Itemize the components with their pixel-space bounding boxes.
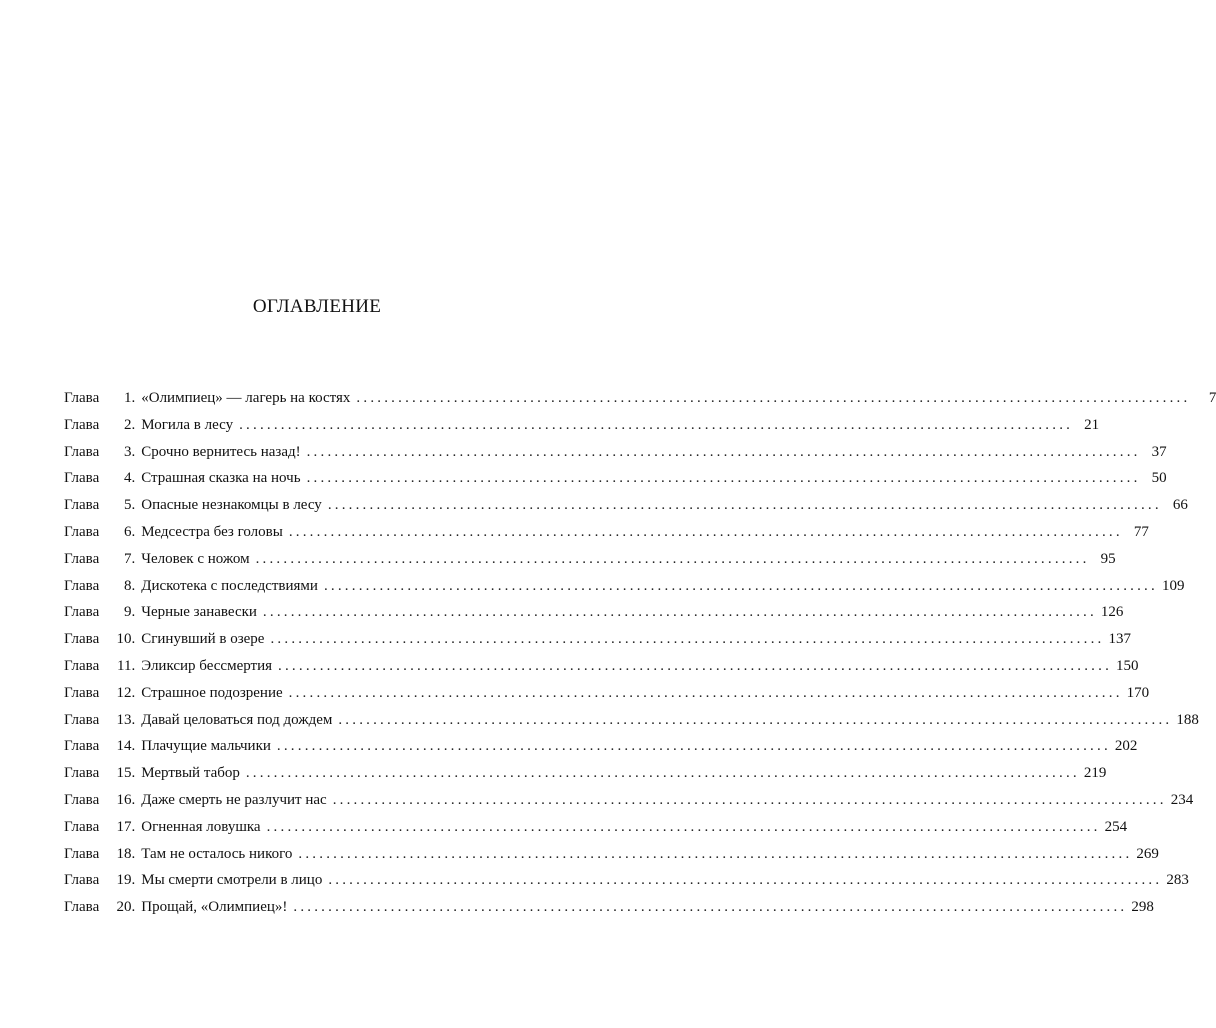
dot-leader: ........................................................................................................................ <box>328 872 1163 889</box>
dot-leader: ........................................................................................................................ <box>293 899 1128 916</box>
chapter-word: Глава <box>64 577 100 594</box>
page-number: 137 <box>1108 631 1131 648</box>
dot-leader: ........................................................................................................................ <box>276 738 1111 755</box>
chapter-word: Глава <box>64 631 100 648</box>
chapter-title: Срочно вернитесь назад! <box>141 443 301 460</box>
dot-leader: ........................................................................................................................ <box>266 818 1101 835</box>
chapter-number: 10. <box>116 631 136 648</box>
page-number: 298 <box>1131 899 1154 916</box>
dot-leader: ........................................................................................................................ <box>298 845 1133 862</box>
page-number: 7 <box>1208 390 1216 406</box>
chapter-number: 18. <box>116 845 136 862</box>
page-number: 21 <box>1084 416 1100 433</box>
chapter-word: Глава <box>64 684 100 701</box>
page-number: 37 <box>1151 443 1167 460</box>
toc-entry <box>64 733 1138 760</box>
chapter-title: Страшное подозрение <box>141 684 283 701</box>
page-number: 95 <box>1100 550 1116 567</box>
chapter-word: Глава <box>64 711 100 728</box>
toc-entry <box>64 519 1149 546</box>
chapter-number: 20. <box>116 899 136 916</box>
dot-leader: ........................................................................................................................ <box>239 416 1074 433</box>
dot-leader: ........................................................................................................................ <box>306 470 1141 487</box>
chapter-title: Человек с ножом <box>141 550 250 567</box>
chapter-title: Медсестра без головы <box>141 523 283 540</box>
chapter-title: Мы смерти смотрели в лицо <box>141 872 323 889</box>
chapter-number: 6. <box>123 523 136 540</box>
toc-entry <box>64 465 1167 492</box>
chapter-word: Глава <box>64 765 100 782</box>
page-number: 126 <box>1100 604 1124 621</box>
chapter-title: Прощай, «Олимпиец»! <box>141 899 288 916</box>
chapter-word: Глава <box>64 657 100 674</box>
chapter-title: Плачущие мальчики <box>141 738 271 755</box>
chapter-number: 19. <box>116 872 136 889</box>
toc-entry <box>64 546 1116 573</box>
chapter-word: Глава <box>64 523 100 540</box>
chapter-number: 14. <box>116 738 136 755</box>
dot-leader: ........................................................................................................................ <box>327 497 1162 514</box>
toc-entry <box>64 492 1188 519</box>
chapter-word: Глава <box>64 872 100 889</box>
toc-entry <box>64 707 1199 734</box>
dot-leader: ........................................................................................................................ <box>332 791 1167 808</box>
chapter-number: 11. <box>117 657 136 674</box>
dot-leader: ........................................................................................................................ <box>262 604 1097 621</box>
chapter-word: Глава <box>64 416 100 433</box>
toc-entry <box>64 841 1159 868</box>
chapter-title: «Олимпиец» — лагерь на костях <box>141 390 351 406</box>
toc-title: ОГЛАВЛЕНИЕ <box>252 296 382 317</box>
dot-leader: ........................................................................................................................ <box>323 577 1158 594</box>
chapter-number: 16. <box>116 791 136 808</box>
chapter-word: Глава <box>64 604 100 621</box>
chapter-word: Глава <box>64 443 100 460</box>
page-number: 269 <box>1136 845 1159 862</box>
dot-leader: ........................................................................................................................ <box>270 631 1105 648</box>
page-number: 66 <box>1172 497 1188 514</box>
page-number: 202 <box>1114 738 1138 755</box>
chapter-title: Даже смерть не разлучит нас <box>141 791 327 808</box>
chapter-title: Могила в лесу <box>141 416 234 433</box>
toc-entry <box>64 626 1131 653</box>
chapter-title: Огненная ловушка <box>141 818 261 835</box>
page-number: 234 <box>1170 791 1194 808</box>
chapter-title: Там не осталось никого <box>141 845 293 862</box>
chapter-word: Глава <box>64 899 100 916</box>
chapter-number: 4. <box>123 470 136 487</box>
chapter-number: 13. <box>116 711 136 728</box>
page-number: 283 <box>1166 872 1189 889</box>
chapter-title: Дискотека с последствиями <box>141 577 318 594</box>
toc-entry <box>64 680 1150 707</box>
chapter-word: Глава <box>64 845 100 862</box>
chapter-number: 7. <box>123 550 136 567</box>
page-number: 170 <box>1126 684 1150 701</box>
page-number: 254 <box>1104 818 1128 835</box>
chapter-word: Глава <box>64 470 100 487</box>
toc-entry <box>64 867 1189 894</box>
chapter-word: Глава <box>64 791 100 808</box>
chapter-number: 2. <box>123 416 136 433</box>
table-of-contents <box>64 385 1216 921</box>
chapter-title: Мертвый табор <box>141 765 240 782</box>
page-number: 109 <box>1161 577 1185 594</box>
chapter-title: Давай целоваться под дождем <box>141 711 333 728</box>
dot-leader: ........................................................................................................................ <box>356 390 1191 406</box>
toc-entry <box>64 599 1124 626</box>
toc-entry <box>64 653 1139 680</box>
chapter-number: 8. <box>123 577 136 594</box>
page-number: 77 <box>1133 523 1149 540</box>
chapter-word: Глава <box>64 497 100 514</box>
toc-entry <box>64 385 1216 412</box>
page-number: 188 <box>1176 711 1199 728</box>
page-number: 150 <box>1116 657 1139 674</box>
chapter-word: Глава <box>64 738 100 755</box>
chapter-title: Страшная сказка на ночь <box>141 470 301 487</box>
chapter-title: Сгинувший в озере <box>141 631 265 648</box>
chapter-number: 9. <box>123 604 136 621</box>
chapter-word: Глава <box>64 550 100 567</box>
chapter-number: 3. <box>123 443 136 460</box>
toc-entry <box>64 894 1154 921</box>
dot-leader: ........................................................................................................................ <box>278 657 1113 674</box>
dot-leader: ........................................................................................................................ <box>288 684 1123 701</box>
dot-leader: ........................................................................................................................ <box>338 711 1173 728</box>
chapter-title: Черные занавески <box>141 604 257 621</box>
toc-entry <box>64 439 1167 466</box>
toc-entry <box>64 814 1128 841</box>
chapter-word: Глава <box>64 390 100 406</box>
chapter-word: Глава <box>64 818 100 835</box>
dot-leader: ........................................................................................................................ <box>306 443 1141 460</box>
toc-entry <box>64 760 1107 787</box>
dot-leader: ........................................................................................................................ <box>245 765 1080 782</box>
toc-entry <box>64 412 1100 439</box>
chapter-number: 17. <box>116 818 136 835</box>
toc-entry <box>64 573 1185 600</box>
chapter-number: 1. <box>123 390 136 406</box>
page-number: 50 <box>1151 470 1167 487</box>
dot-leader: ........................................................................................................................ <box>288 523 1123 540</box>
chapter-title: Опасные незнакомцы в лесу <box>141 497 322 514</box>
chapter-number: 12. <box>116 684 136 701</box>
dot-leader: ........................................................................................................................ <box>255 550 1090 567</box>
page-number: 219 <box>1083 765 1107 782</box>
chapter-number: 5. <box>123 497 136 514</box>
chapter-number: 15. <box>116 765 136 782</box>
toc-entry <box>64 787 1194 814</box>
chapter-title: Эликсир бессмертия <box>141 657 273 674</box>
